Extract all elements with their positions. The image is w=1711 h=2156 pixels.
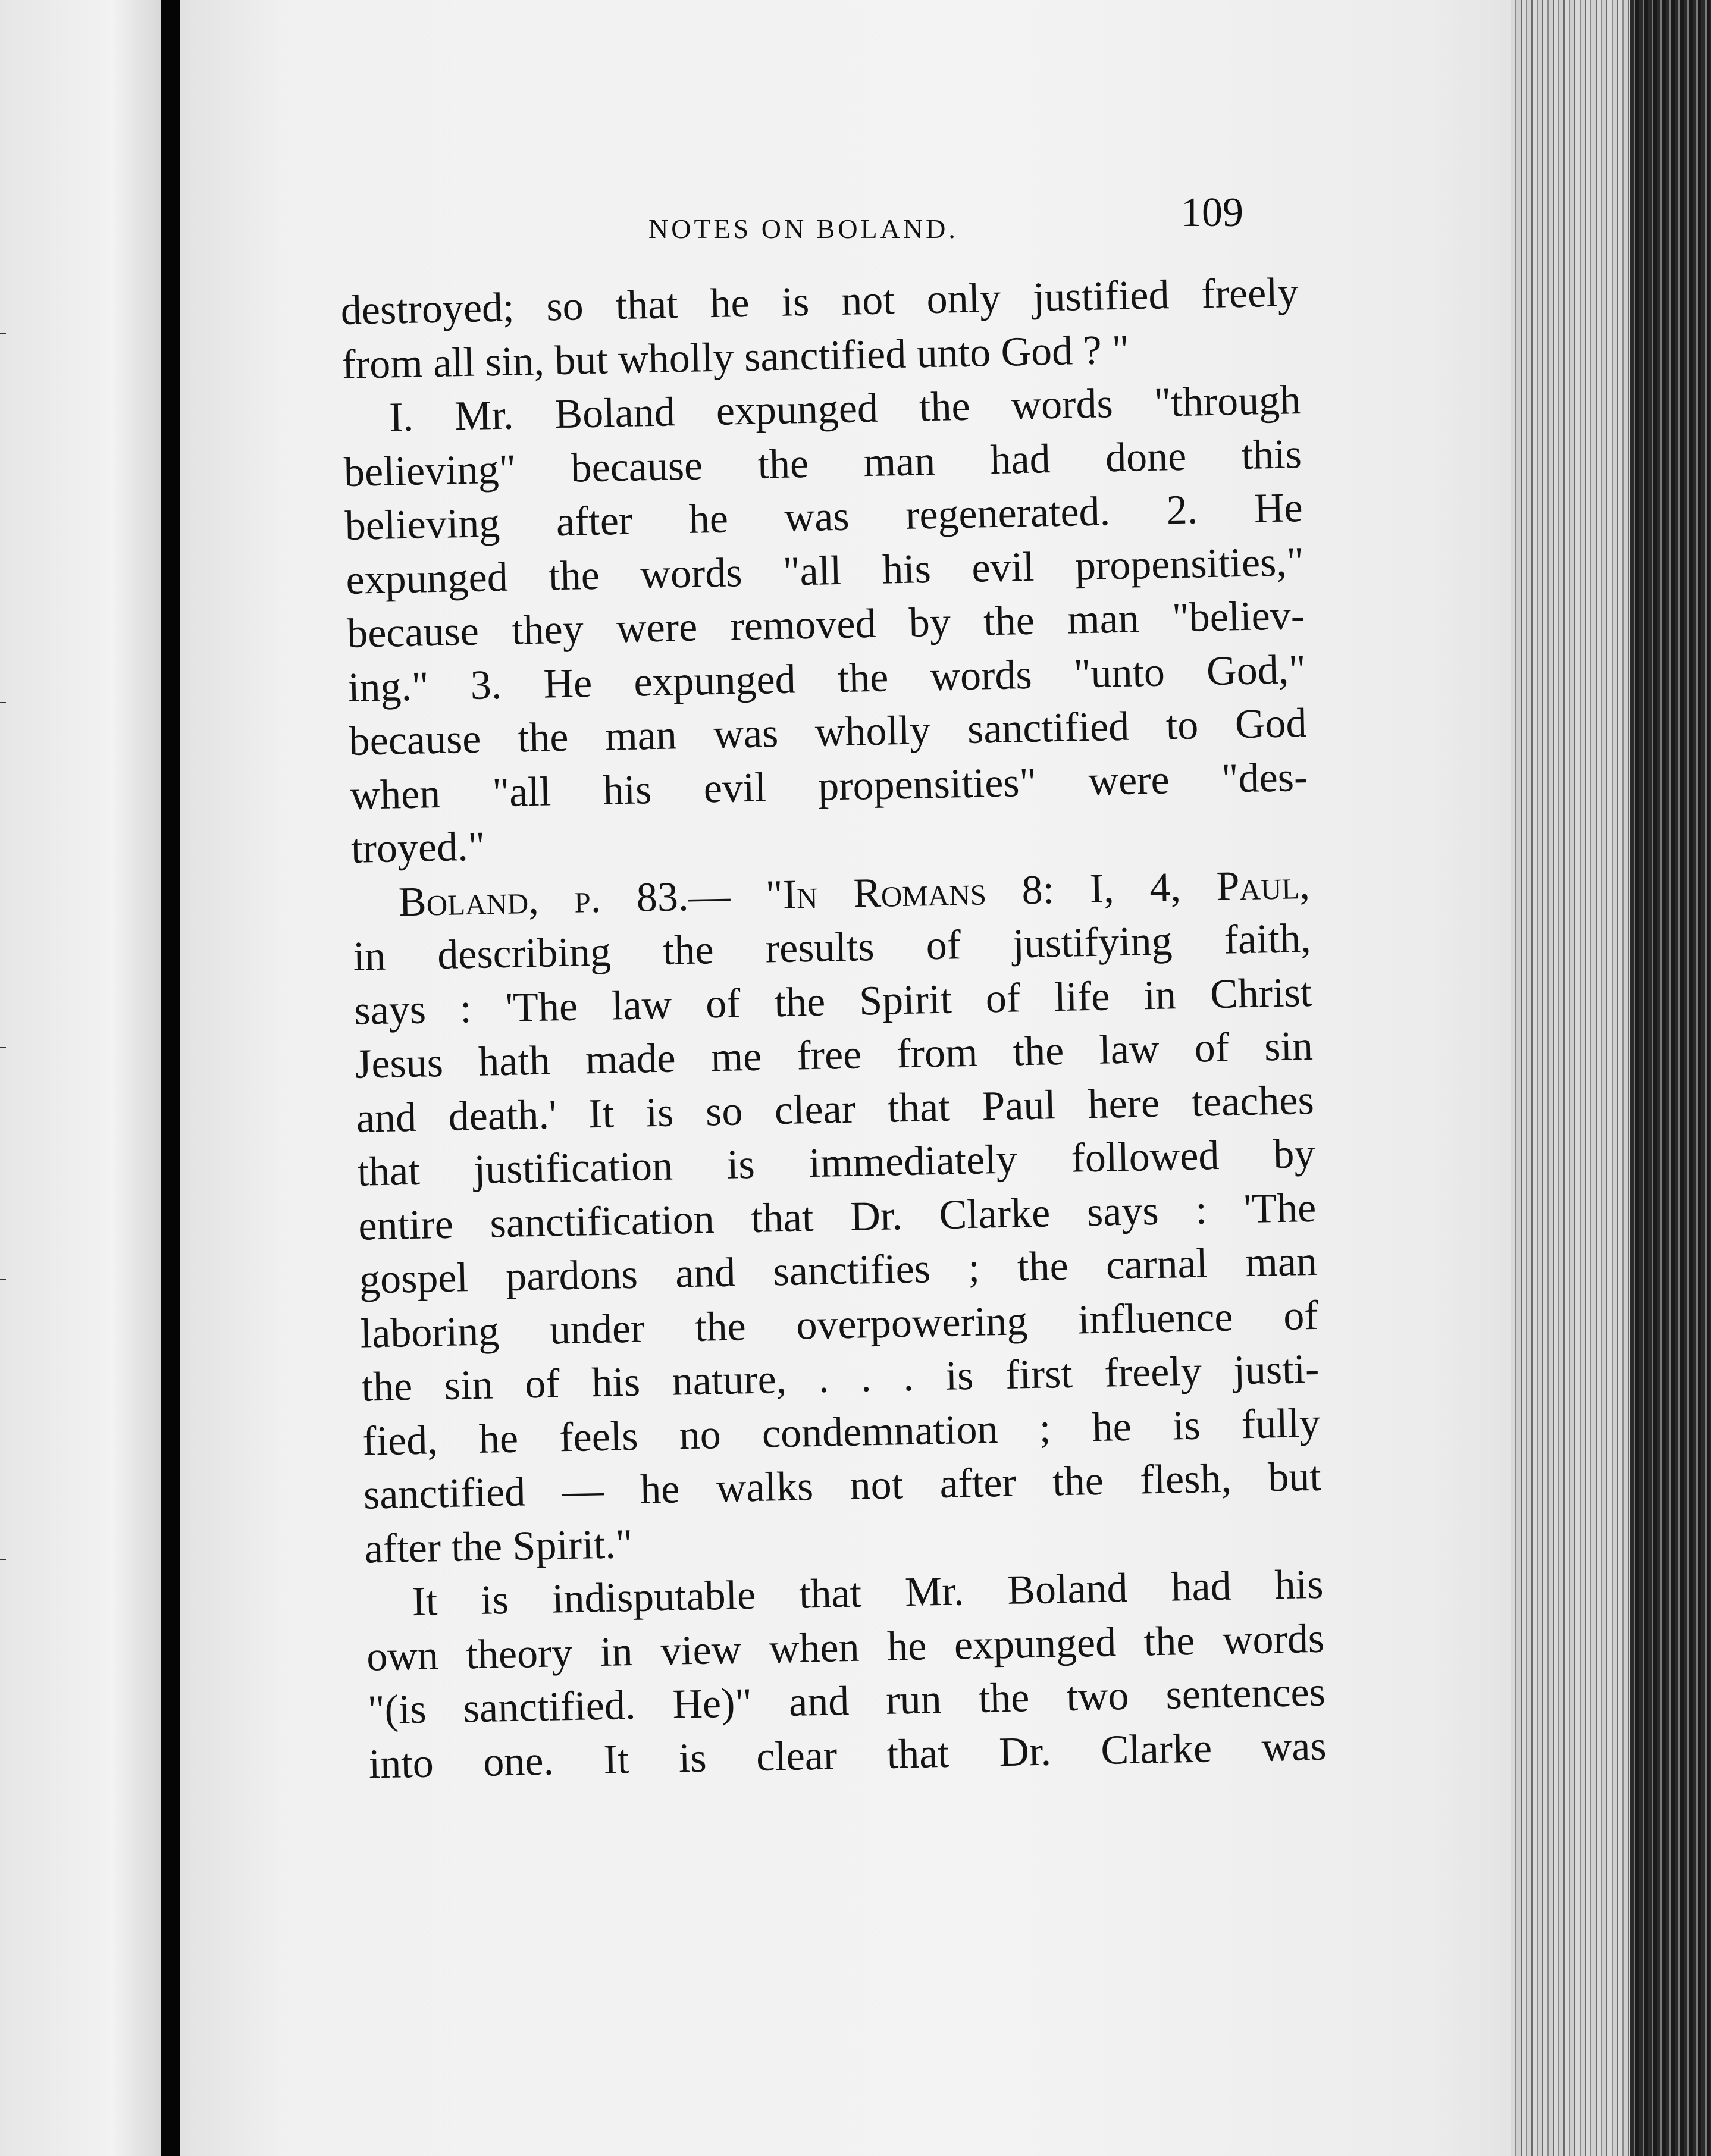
text-line: expunged the words "all his evil propensities,": [345, 538, 1304, 603]
text-line: troyed.": [350, 823, 485, 872]
text-line: and death.' It is so clear that Paul here teaches: [356, 1077, 1315, 1142]
text-line: I. Mr. Boland expunged the words "through: [388, 377, 1301, 441]
text-line: because they were removed by the man "believ-: [346, 592, 1305, 657]
text-line: from all sin, but wholly sanctified unto God ? ": [341, 327, 1130, 388]
text-line: that justification is immediately followed by: [356, 1130, 1316, 1195]
text-line: when "all his evil propensities" were "des-: [349, 754, 1308, 819]
text-line: "(is sanctified. He)" and run the two sentences: [367, 1669, 1326, 1734]
running-head: NOTES ON BOLAND.: [648, 214, 958, 244]
text-line: entire sanctification that Dr. Clarke says : 'The: [358, 1184, 1317, 1249]
text-line: says : 'The law of the Spirit of life in Christ: [353, 969, 1312, 1034]
text-line: It is indisputable that Mr. Boland had his: [411, 1561, 1324, 1625]
text-line: gospel pardons and sanctifies ; the carnal man: [359, 1238, 1318, 1303]
text-line: destroyed; so that he is not only justified freely: [340, 270, 1299, 334]
page-edges-dark: [1630, 0, 1711, 2156]
text-line: into one. It is clear that Dr. Clarke was: [368, 1723, 1327, 1788]
text-line: because the man was wholly sanctified to God: [349, 700, 1308, 764]
text-line: Jesus hath made me free from the law of sin: [355, 1023, 1314, 1088]
text-line: the sin of his nature, . . . is first freely justi-: [361, 1346, 1320, 1411]
text-line: Boland, p. 83.— "In Romans 8: I, 4, Paul,: [398, 861, 1311, 925]
left-page-fragment: [0, 0, 161, 2156]
text-line: believing" because the man had done this: [343, 431, 1302, 496]
text-line: sanctified — he walks not after the flesh, but: [363, 1453, 1322, 1518]
text-line: fied, he feels no condemnation ; he is fully: [362, 1400, 1321, 1465]
text-line: after the Spirit.": [364, 1521, 633, 1572]
book-gutter: [161, 0, 180, 2156]
text-line: laboring under the overpowering influence of: [360, 1292, 1319, 1357]
body-text: [340, 266, 1327, 1791]
text-line: believing after he was regenerated. 2. He: [344, 485, 1303, 549]
text-line: in describing the results of justifying faith,: [352, 915, 1312, 980]
page-number: 109: [1181, 190, 1243, 236]
text-line: own theory in view when he expunged the words: [366, 1615, 1325, 1680]
text-line: ing." 3. He expunged the words "unto God,": [347, 646, 1306, 711]
